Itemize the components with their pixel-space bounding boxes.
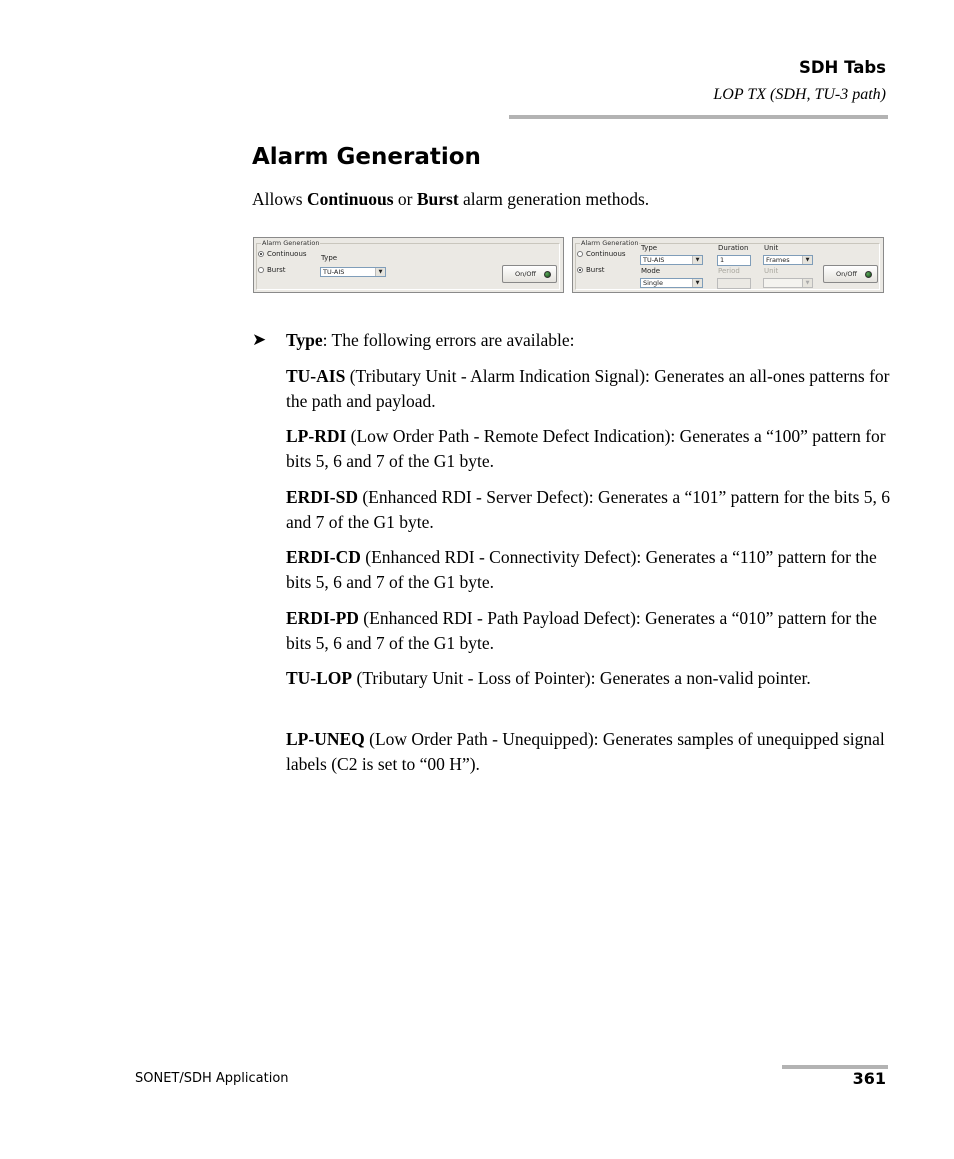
intro-text: or <box>393 189 417 209</box>
radio-selected-icon <box>258 251 264 257</box>
error-item-lp-rdi <box>286 424 891 474</box>
running-header-section: SDH Tabs <box>798 58 886 77</box>
status-led-icon <box>865 271 872 278</box>
intro-text: alarm generation methods. <box>458 189 650 209</box>
duration-input[interactable]: 1 <box>717 255 751 266</box>
header-rule <box>509 115 888 119</box>
error-item-erdi-pd <box>286 606 891 656</box>
intro-paragraph <box>252 189 649 210</box>
error-desc: (Enhanced RDI - Path Payload Defect): Generates a “010” pattern for the bits 5, 6 and 7 of the G1 byte. <box>286 608 877 653</box>
radio-continuous[interactable] <box>577 250 626 258</box>
error-name: TU-AIS <box>286 366 346 386</box>
error-desc: (Enhanced RDI - Connectivity Defect): Generates a “110” pattern for the bits 5, 6 and 7 of the G1 byte. <box>286 547 877 592</box>
mode-label: Mode <box>641 267 661 275</box>
error-desc: (Low Order Path - Remote Defect Indication): Generates a “100” pattern for bits 5, 6 and 7 of the G1 byte. <box>286 426 886 471</box>
intro-burst: Burst <box>416 189 459 209</box>
error-name: ERDI-PD <box>286 608 359 628</box>
error-item-tu-lop <box>286 666 891 691</box>
dropdown-arrow-icon: ▼ <box>802 279 812 287</box>
radio-label: Burst <box>267 266 286 274</box>
error-desc: (Tributary Unit - Loss of Pointer): Generates a non-valid pointer. <box>352 668 811 688</box>
unit-value: Frames <box>766 256 790 264</box>
on-off-button[interactable] <box>502 265 557 283</box>
error-name: ERDI-SD <box>286 487 358 507</box>
period-input[interactable] <box>717 278 751 289</box>
radio-label: Continuous <box>586 250 626 258</box>
group-legend: Alarm Generation <box>581 239 639 247</box>
type-select[interactable] <box>640 255 703 265</box>
dropdown-arrow-icon: ▼ <box>375 268 385 276</box>
intro-text: Allows <box>252 189 307 209</box>
error-name: LP-RDI <box>286 426 347 446</box>
error-item-lp-uneq <box>286 727 891 777</box>
bullet-arrow-icon: ➤ <box>252 330 267 349</box>
error-desc: (Tributary Unit - Alarm Indication Signal): Generates an all-ones patterns for the path and payload. <box>286 366 890 411</box>
alarm-generation-panel-burst <box>572 237 884 293</box>
radio-label: Continuous <box>267 250 307 258</box>
radio-burst[interactable] <box>577 266 605 274</box>
intro-continuous: Continuous <box>306 189 394 209</box>
radio-unselected-icon <box>577 251 583 257</box>
type-label: Type <box>321 254 338 262</box>
dropdown-arrow-icon: ▼ <box>802 256 812 264</box>
running-header-subsection: LOP TX (SDH, TU-3 path) <box>713 86 886 103</box>
error-desc: (Enhanced RDI - Server Defect): Generates a “101” pattern for the bits 5, 6 and 7 of the G1 byte. <box>286 487 891 532</box>
status-led-icon <box>544 271 551 278</box>
mode-select[interactable] <box>640 278 703 288</box>
duration-label: Duration <box>718 244 749 252</box>
type-value: TU-AIS <box>643 256 665 264</box>
page-number: 361 <box>852 1069 886 1088</box>
alarm-generation-panel-continuous <box>253 237 564 293</box>
error-item-tu-ais <box>286 364 891 414</box>
bullet-text <box>286 330 575 350</box>
error-desc: (Low Order Path - Unequipped): Generates samples of unequipped signal labels (C2 is set to “00 H”). <box>286 729 885 774</box>
group-legend: Alarm Generation <box>262 239 320 247</box>
radio-selected-icon <box>577 267 583 273</box>
period-label: Period <box>718 267 740 275</box>
mode-value: Single <box>643 279 663 287</box>
error-name: LP-UNEQ <box>286 729 365 749</box>
unit-select[interactable] <box>763 255 813 265</box>
unit2-select[interactable] <box>763 278 813 288</box>
radio-continuous[interactable] <box>258 250 307 258</box>
footer-title: SONET/SDH Application <box>135 1071 289 1086</box>
type-value: TU-AIS <box>323 268 345 276</box>
type-bullet <box>252 330 575 351</box>
dropdown-arrow-icon: ▼ <box>692 279 702 287</box>
on-off-button[interactable] <box>823 265 878 283</box>
bullet-desc: : The following errors are available: <box>322 330 575 350</box>
bullet-label: Type <box>286 330 323 350</box>
unit2-label: Unit <box>764 267 779 275</box>
on-off-label: On/Off <box>835 270 857 278</box>
type-label: Type <box>641 244 658 252</box>
radio-label: Burst <box>586 266 605 274</box>
dropdown-arrow-icon: ▼ <box>692 256 702 264</box>
error-name: TU-LOP <box>286 668 353 688</box>
on-off-label: On/Off <box>514 270 536 278</box>
type-select[interactable] <box>320 267 386 277</box>
radio-unselected-icon <box>258 267 264 273</box>
error-item-erdi-sd <box>286 485 891 535</box>
error-name: ERDI-CD <box>286 547 361 567</box>
radio-burst[interactable] <box>258 266 286 274</box>
unit-label: Unit <box>764 244 779 252</box>
error-item-erdi-cd <box>286 545 891 595</box>
section-title: Alarm Generation <box>252 144 481 170</box>
